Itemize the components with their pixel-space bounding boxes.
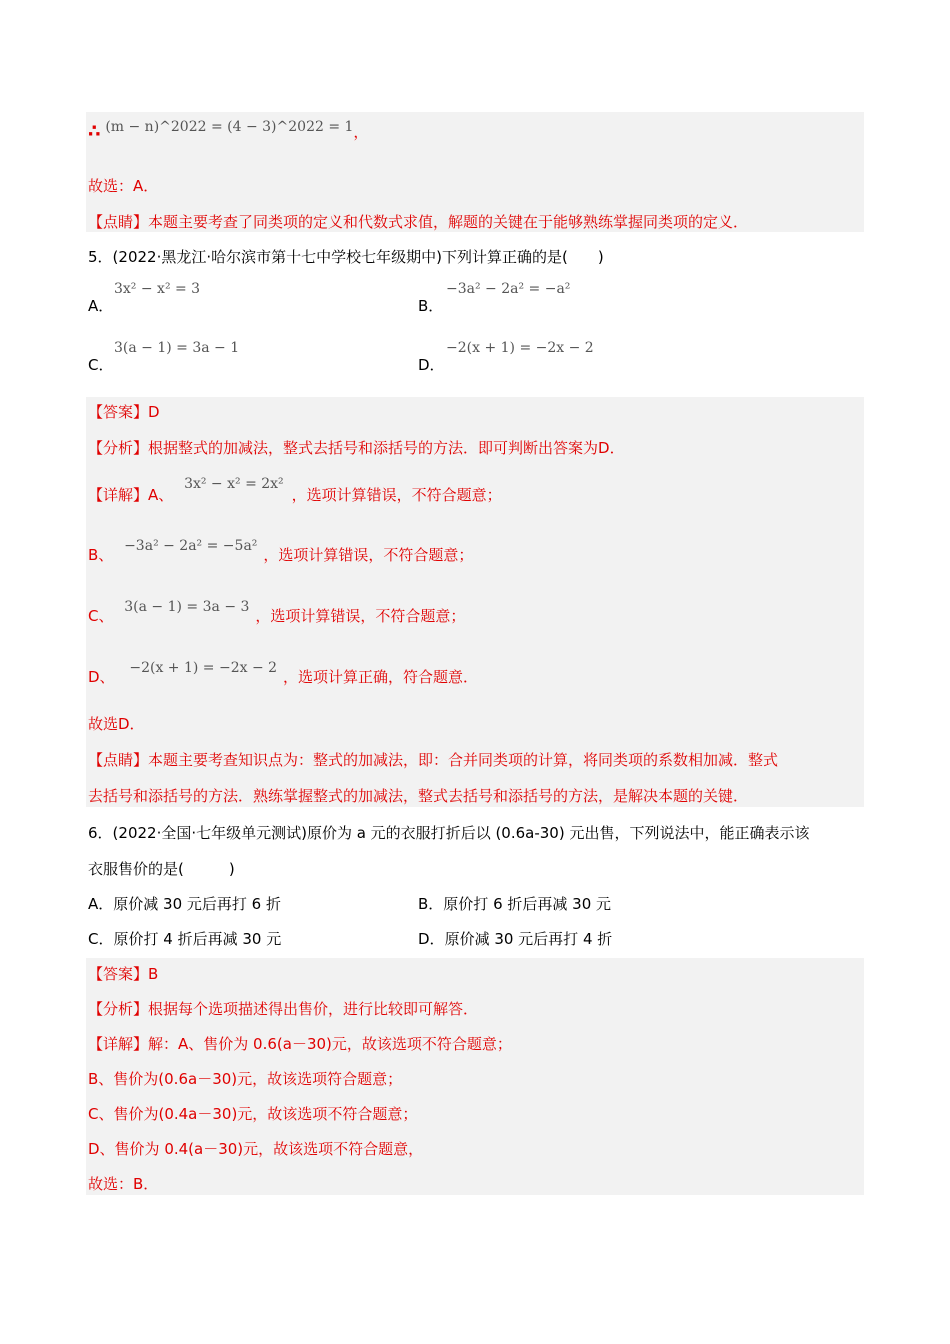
q6-detail-c: C、售价为(0.4a－30)元，故该选项不符合题意； <box>88 1105 418 1123</box>
q5-detail-a <box>88 476 502 506</box>
detail-tag: 【详解】 <box>88 1035 149 1053</box>
q5-answer <box>88 402 160 422</box>
formula-punct: ， <box>353 123 369 141</box>
q5-option-a <box>88 296 113 316</box>
option-text: 原价打 6 折后再减 30 元 <box>443 895 612 913</box>
q6-stem-line2: 衣服售价的是( ) <box>88 860 235 878</box>
q5-option-d <box>418 355 445 375</box>
q6-option-c <box>88 929 281 949</box>
q6-option-a <box>88 894 281 914</box>
dianjing-line1: 本题主要考查知识点为：整式的加减法，即：合并同类项的计算，将同类项的系数相加减．整式 <box>148 751 779 769</box>
detail-prefix: B、 <box>88 546 114 564</box>
option-text: 原价减 30 元后再打 4 折 <box>444 930 613 948</box>
q6-choose: 故选：B． <box>88 1175 159 1193</box>
detail-text: ，选项计算错误，不符合题意； <box>291 486 502 504</box>
q5-detail-b <box>88 538 474 566</box>
dianjing-tag: 【点睛】 <box>88 213 149 231</box>
detail-text: ，选项计算错误，不符合题意； <box>255 607 466 625</box>
dianjing-q4 <box>88 212 748 232</box>
option-text: 原价减 30 元后再打 6 折 <box>113 895 281 913</box>
analysis-text: 根据整式的加减法，整式去括号和添括号的方法．即可判断出答案为D． <box>148 439 625 457</box>
detail-text: ，选项计算错误，不符合题意； <box>263 546 474 564</box>
dianjing-tag: 【点睛】 <box>88 751 149 769</box>
detail-expr: −3a² − 2a² = −5a² <box>124 538 258 554</box>
q6-detail-a <box>88 1034 512 1054</box>
analysis-tag: 【分析】 <box>88 439 149 457</box>
answer-value: D <box>148 403 160 421</box>
q5-option-b-expr: −3a² − 2a² = −a² <box>446 281 571 297</box>
detail-prefix: D、 <box>88 668 115 686</box>
detail-expr: 3x² − x² = 2x² <box>184 476 284 492</box>
q5-option-c-expr: 3(a − 1) = 3a − 1 <box>114 340 240 356</box>
q6-answer <box>88 964 158 984</box>
option-text: 原价打 4 折后再减 30 元 <box>113 930 282 948</box>
option-letter: C． <box>88 356 114 374</box>
q5-option-d-expr: −2(x + 1) = −2x − 2 <box>446 340 594 356</box>
therefore-symbol: ∴ <box>88 121 101 142</box>
q6-analysis <box>88 999 478 1019</box>
q6-stem-line1: 6．(2022·全国·七年级单元测试)原价为 a 元的衣服打折后以 (0.6a-30) 元出售，下列说法中，能正确表示该 <box>88 824 810 842</box>
answer-tag: 【答案】 <box>88 403 149 421</box>
q5-option-b <box>418 296 443 316</box>
analysis-text: 根据每个选项描述得出售价，进行比较即可解答． <box>148 1000 479 1018</box>
q5-detail-d <box>88 660 479 688</box>
option-letter: B． <box>418 297 444 315</box>
option-letter: B． <box>418 895 444 913</box>
q5-analysis <box>88 438 625 458</box>
analysis-tag: 【分析】 <box>88 1000 149 1018</box>
detail-prefix: C、 <box>88 607 114 625</box>
q5-detail-c <box>88 599 466 627</box>
option-letter: C． <box>88 930 114 948</box>
choose-q4: 故选：A． <box>88 177 159 195</box>
formula: (m − n)^2022 = (4 − 3)^2022 = 1 <box>105 119 354 135</box>
option-letter: A． <box>88 297 114 315</box>
dianjing-text: 本题主要考查了同类项的定义和代数式求值，解题的关键在于能够熟练掌握同类项的定义． <box>148 213 749 231</box>
option-letter: D． <box>418 930 445 948</box>
q6-detail-b: B、售价为(0.6a－30)元，故该选项符合题意； <box>88 1070 403 1088</box>
q6-option-b <box>418 894 611 914</box>
detail-text: 解：A、售价为 0.6(a－30)元，故该选项不符合题意； <box>148 1035 512 1053</box>
answer-value: B <box>148 965 159 983</box>
q5-dianjing-line2: 去括号和添括号的方法．熟练掌握整式的加减法，整式去括号和添括号的方法，是解决本题的关键． <box>88 787 749 805</box>
detail-expr: −2(x + 1) = −2x − 2 <box>129 660 278 676</box>
q5-dianjing <box>88 750 778 770</box>
q5-option-c <box>88 355 113 375</box>
detail-expr: 3(a − 1) = 3a − 3 <box>124 599 250 615</box>
therefore-line <box>88 119 369 143</box>
q6-option-d <box>418 929 612 949</box>
q5-choose: 故选D． <box>88 715 145 733</box>
detail-prefix: A、 <box>148 486 174 504</box>
option-letter: A． <box>88 895 114 913</box>
q5-option-a-expr: 3x² − x² = 3 <box>114 281 201 297</box>
detail-text: ，选项计算正确，符合题意． <box>283 668 479 686</box>
detail-tag: 【详解】 <box>88 486 149 504</box>
answer-tag: 【答案】 <box>88 965 149 983</box>
q5-stem: 5．(2022·黑龙江·哈尔滨市第十七中学校七年级期中)下列计算正确的是( ) <box>88 248 604 266</box>
q6-detail-d: D、售价为 0.4(a－30)元，故该选项不符合题意， <box>88 1140 424 1158</box>
option-letter: D． <box>418 356 445 374</box>
